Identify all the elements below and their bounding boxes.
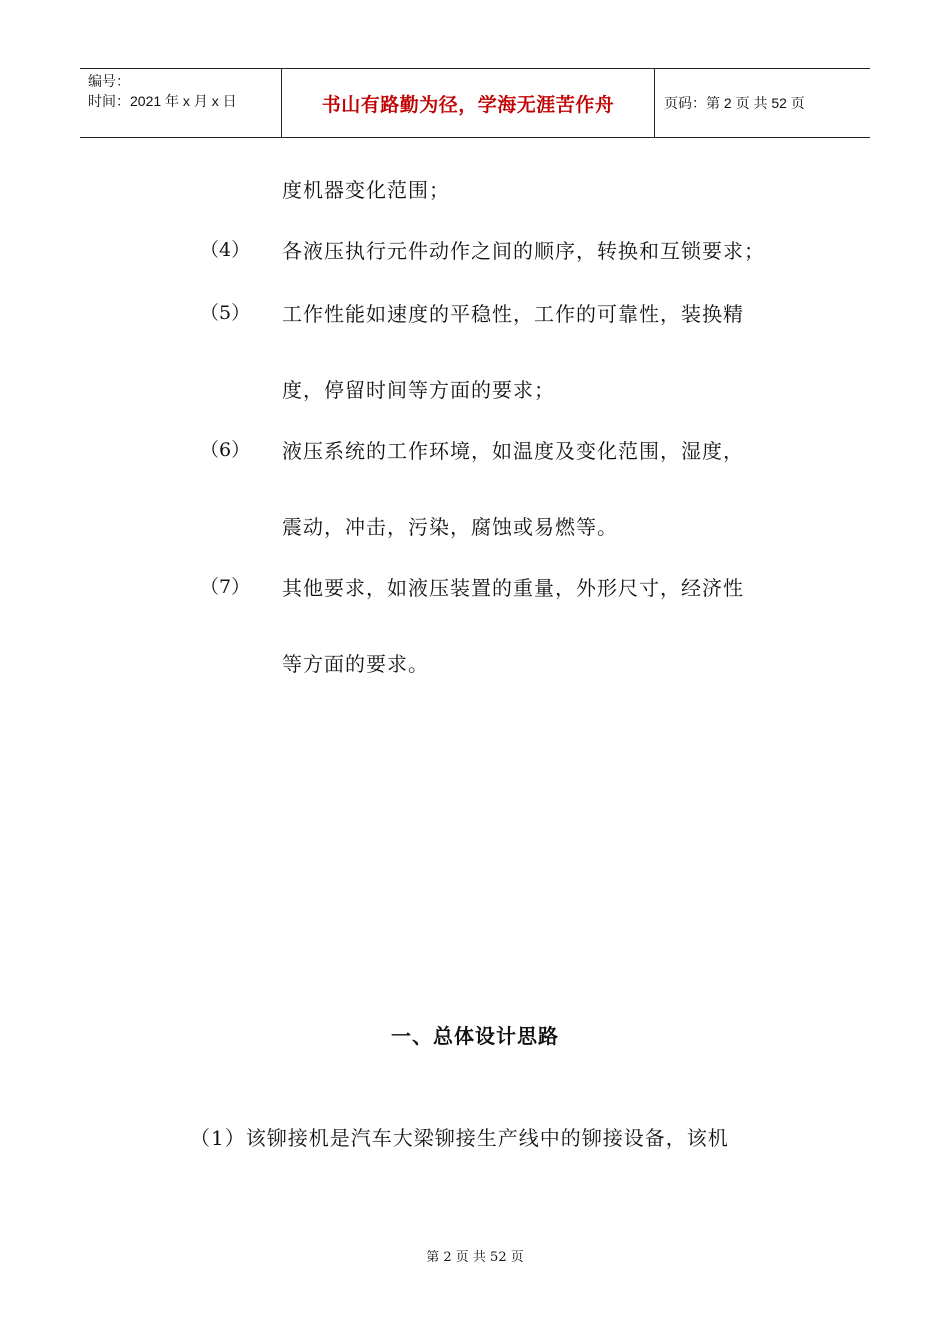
continuation-line: 度机器变化范围； [282,178,450,202]
header-time-label: 时间：2021 年 x 月 x 日 [88,93,237,109]
item-7-text-2: 等方面的要求。 [282,652,429,676]
item-5-text-1: 工作性能如速度的平稳性，工作的可靠性，装换精 [282,302,744,326]
header-page-info: 页码：第 2 页 共 52 页 [664,95,805,111]
item-5-number: （5） [200,302,251,324]
section-heading: 一、总体设计思路 [391,1024,559,1048]
item-6-text-2: 震动，冲击，污染，腐蚀或易燃等。 [282,515,618,539]
item-7-text-1: 其他要求，如液压装置的重量，外形尺寸，经济性 [282,576,744,600]
item-4-text: 各液压执行元件动作之间的顺序，转换和互锁要求； [282,239,765,263]
item-7-number: （7） [200,576,251,598]
page-footer: 第 2 页 共 52 页 [426,1250,524,1265]
header-motto-cell [282,69,655,137]
header-meta [80,69,282,137]
header-number-label: 编号： [88,73,130,89]
item-4-number: （4） [200,239,251,261]
header-motto: 书山有路勤为径，学海无涯苦作舟 [321,93,615,116]
item-6-number: （6） [200,439,251,461]
page-header [80,68,870,138]
item-6-text-1: 液压系统的工作环境，如温度及变化范围，湿度， [282,439,744,463]
paragraph-1: （1）该铆接机是汽车大梁铆接生产线中的铆接设备，该机 [190,1126,729,1150]
item-5-text-2: 度，停留时间等方面的要求； [282,378,555,402]
